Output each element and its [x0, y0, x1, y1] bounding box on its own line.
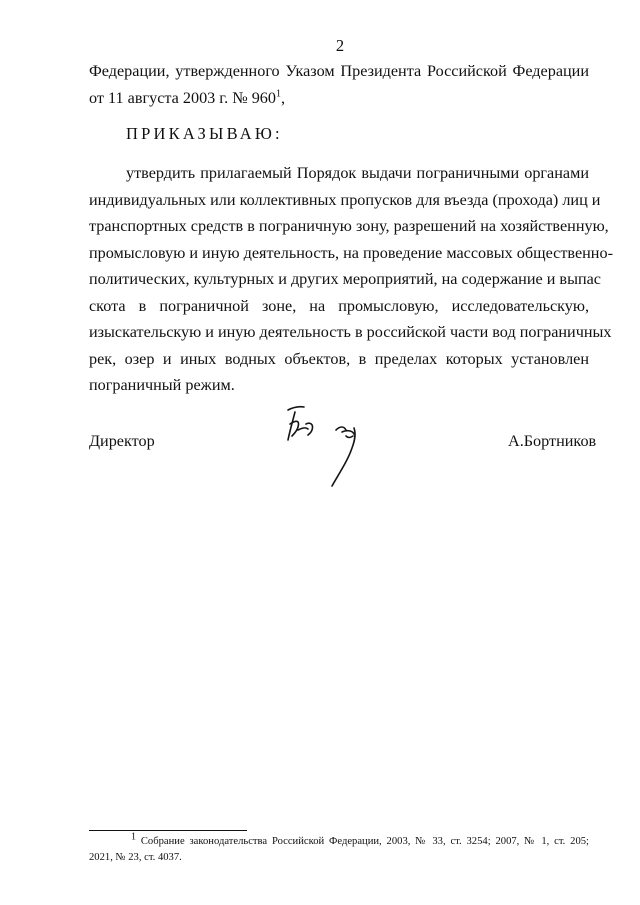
body-line: утвердить прилагаемый Порядок выдачи пограничными органами	[126, 164, 589, 182]
order-heading: ПРИКАЗЫВАЮ:	[126, 124, 283, 143]
body-line: промысловую и иную деятельность, на проведение массовых общественно-	[89, 243, 613, 262]
body-line: транспортных средств в пограничную зону, разрешений на хозяйственную,	[89, 217, 609, 235]
body-line: скота в пограничной зоне, на промысловую, исследовательскую,	[89, 296, 589, 315]
footnote	[89, 831, 589, 866]
signer-name: А.Бортников	[508, 432, 597, 450]
handwritten-signature	[276, 400, 386, 496]
footnote-text: Собрание законодательства Российской Федерации, 2003, № 33, ст. 3254; 2007, № 1, ст. 205;	[140, 836, 589, 847]
order-body-paragraph	[89, 160, 613, 399]
page-number: 2	[335, 36, 345, 55]
intro-line-text: от 11 августа 2003 г. № 960	[89, 88, 276, 107]
intro-paragraph	[89, 58, 589, 111]
intro-suffix: ,	[280, 88, 286, 107]
footnote-mark: 1	[131, 831, 136, 843]
body-line-last: пограничный режим.	[89, 376, 235, 394]
intro-line: Федерации, утвержденного Указом Президента Российской Федерации	[89, 62, 589, 80]
footnote-line	[89, 831, 589, 850]
body-line: политических, культурных и других мероприятий, на содержание и выпас	[89, 270, 601, 288]
body-line: рек, озер и иных водных объектов, в пределах которых установлен	[89, 349, 589, 368]
signer-role: Директор	[89, 432, 155, 450]
footnote-divider	[89, 830, 247, 831]
body-line: изыскательскую и иную деятельность в российской части вод пограничных	[89, 323, 612, 341]
intro-line-last	[89, 85, 589, 112]
body-line: индивидуальных или коллективных пропусков для въезда (прохода) лиц и	[89, 190, 601, 209]
footnote-line-last: 2021, № 23, ст. 4037.	[89, 852, 182, 863]
footnote-reference: 1	[275, 88, 281, 100]
